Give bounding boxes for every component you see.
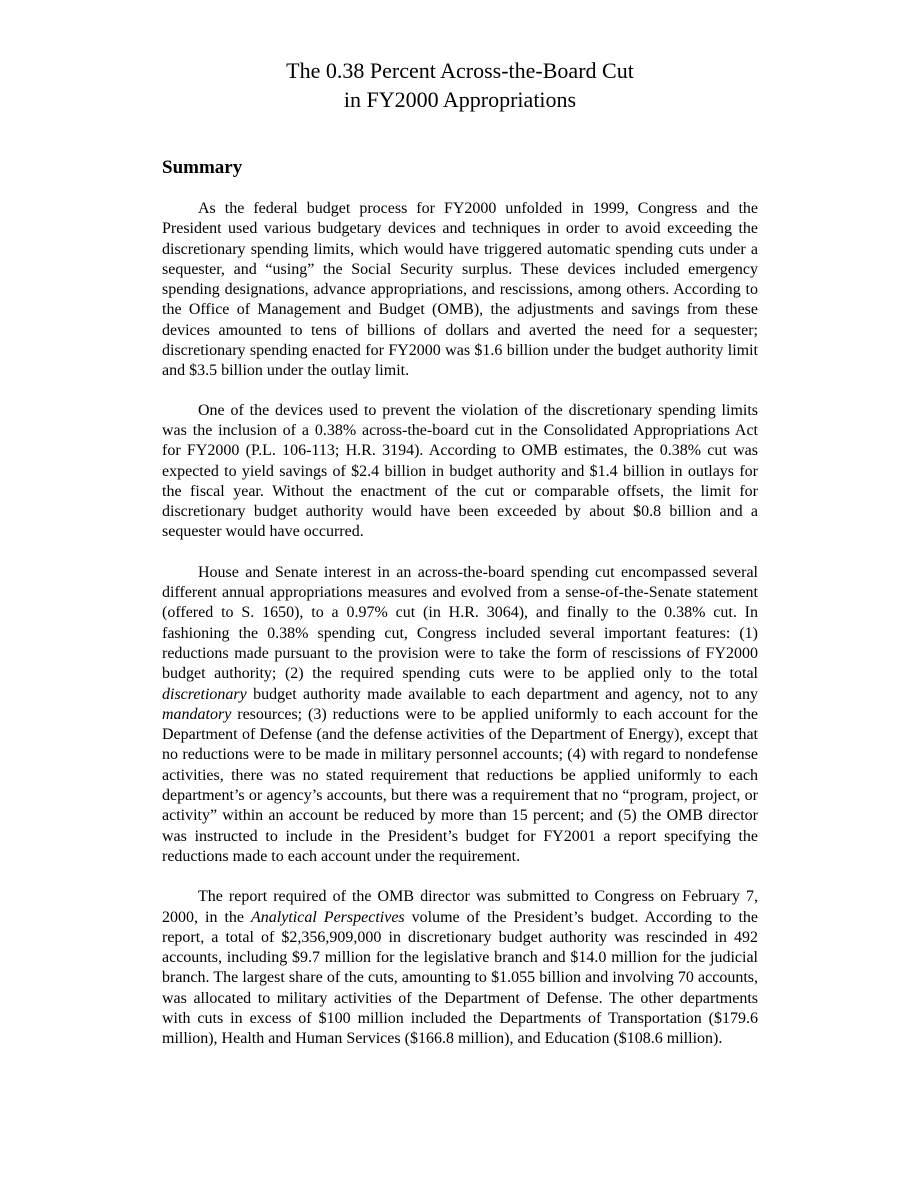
paragraph-4-emphasis-publication: Analytical Perspectives bbox=[251, 908, 405, 926]
paragraph-1: As the federal budget process for FY2000 unfolded in 1999, Congress and the President used various budgetary devices and techniques in order to avoid exceeding the discretionary spending limits, which would have triggered automatic spending cuts under a sequester, and “using” the Social Security surplus. These devices included emergency spending designations, advance appropriations, and rescissions, among others. According to the Office of Management and Budget (OMB), the adjustments and savings from these devices amounted to tens of billions of dollars and averted the need for a sequester; discretionary spending enacted for FY2000 was $1.6 billion under the budget authority limit and $3.5 billion under the outlay limit. bbox=[162, 200, 758, 380]
paragraph-3-text-c: resources; (3) reductions were to be applied uniformly to each account for the Department of Defense (and the defense activities of the Department of Energy), except that no reductions were to be made in military personnel accounts; (4) with regard to nondefense activities, there was no stated requirement that reductions be applied uniformly to each department’s or agency’s accounts, but there was a requirement that no “program, project, or activity” within an account be reduced by more than 15 percent; and (5) the OMB director was instructed to include in the President’s budget for FY2001 a report specifying the reductions made to each account under the requirement. bbox=[162, 705, 758, 865]
document-title bbox=[162, 56, 758, 114]
paragraph-4 bbox=[162, 887, 758, 1049]
paragraph-3-emphasis-mandatory: mandatory bbox=[162, 705, 232, 723]
paragraph-4-text-a: The report required of the OMB director was submitted to Congress on February 7, 2000, in the bbox=[162, 888, 758, 926]
title-line-1: The 0.38 Percent Across-the-Board Cut bbox=[286, 58, 634, 83]
paragraph-3-text-b: budget authority made available to each department and agency, not to any bbox=[246, 685, 758, 703]
summary-heading: Summary bbox=[162, 157, 243, 178]
paragraph-2: One of the devices used to prevent the violation of the discretionary spending limits was the inclusion of a 0.38% across-the-board cut in the Consolidated Appropriations Act for FY2000 (P.L. 106-113; H.R. 3194). According to OMB estimates, the 0.38% cut was expected to yield savings of $2.4 billion in budget authority and $1.4 billion in outlays for the fiscal year. Without the enactment of the cut or comparable offsets, the limit for discretionary budget authority would have been exceeded by about $0.8 billion and a sequester would have occurred. bbox=[162, 401, 758, 541]
title-line-2: in FY2000 Appropriations bbox=[343, 87, 577, 112]
document-page bbox=[162, 56, 758, 1050]
paragraph-3 bbox=[162, 563, 758, 867]
paragraph-3-text-a: House and Senate interest in an across-the-board spending cut encompassed several different annual appropriations measures and evolved from a sense-of-the-Senate statement (offered to S. 1650), to a 0.97% cut (in H.R. 3064), and finally to the 0.38% cut. In fashioning the 0.38% spending cut, Congress included several important features: (1) reductions made pursuant to the provision were to take the form of rescissions of FY2000 budget authority; (2) the required spending cuts were to be applied only to the total bbox=[162, 563, 758, 683]
paragraph-4-text-b: volume of the President’s budget. According to the report, a total of $2,356,909,000 in discretionary budget authority was rescinded in 492 accounts, including $9.7 million for the legislative branch and $14.0 million for the judicial branch. The largest share of the cuts, amounting to $1.055 billion and involving 70 accounts, was allocated to military activities of the Department of Defense. The other departments with cuts in excess of $100 million included the Departments of Transportation ($179.6 million), Health and Human Services ($166.8 million), and Education ($108.6 million). bbox=[162, 908, 759, 1048]
paragraph-3-emphasis-discretionary: discretionary bbox=[162, 685, 247, 703]
